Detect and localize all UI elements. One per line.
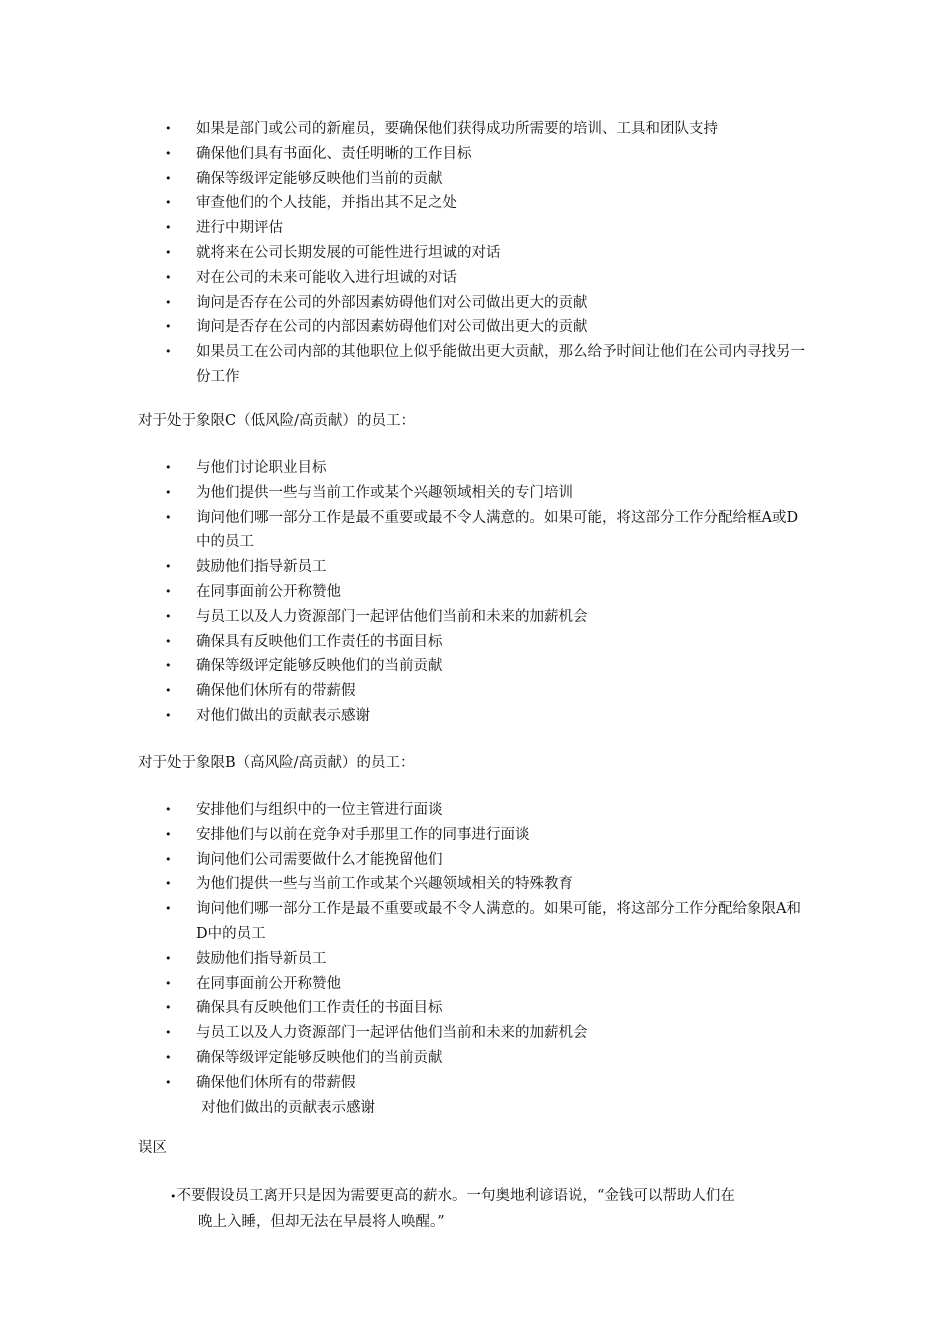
list-item: • 如果员工在公司内部的其他职位上似乎能做出更大贡献，那么给予时间让他们在公司内寻找另一份工作	[0, 340, 806, 390]
list-item: • 安排他们与以前在竞争对手那里工作的同事进行面谈	[0, 823, 806, 848]
list-item-continuation: 对他们做出的贡献表示感谢	[201, 1099, 375, 1116]
list-item: • 就将来在公司长期发展的可能性进行坦诚的对话	[0, 241, 806, 266]
list-item: • 确保具有反映他们工作责任的书面目标	[0, 996, 806, 1021]
list-item: • 确保他们休所有的带薪假	[0, 679, 806, 704]
quadrant-c-action-list	[0, 456, 806, 729]
quadrant-b-heading: 对于处于象限B（高风险/高贡献）的员工：	[138, 755, 415, 771]
list-item: • 鼓励他们指导新员工	[0, 947, 806, 972]
list-item: • 询问他们哪一部分工作是最不重要或最不令人满意的。如果可能，将这部分工作分配给象限A和D中的员工	[0, 897, 806, 947]
list-item: • 询问他们哪一部分工作是最不重要或最不令人满意的。如果可能，将这部分工作分配给框A或D中的员工	[0, 506, 806, 556]
list-item: • 对在公司的未来可能收入进行坦诚的对话	[0, 266, 806, 291]
list-item: • 为他们提供一些与当前工作或某个兴趣领域相关的专门培训	[0, 481, 806, 506]
list-item: • 确保等级评定能够反映他们当前的贡献	[0, 167, 806, 192]
list-item: • 询问他们公司需要做什么才能挽留他们	[0, 848, 806, 873]
list-item: • 询问是否存在公司的外部因素妨碍他们对公司做出更大的贡献	[0, 291, 806, 316]
list-item: • 确保具有反映他们工作责任的书面目标	[0, 630, 806, 655]
bullet-marker: •	[170, 1190, 177, 1203]
quadrant-a-action-list	[0, 117, 806, 390]
list-item: • 与员工以及人力资源部门一起评估他们当前和未来的加薪机会	[0, 605, 806, 630]
list-item: • 审查他们的个人技能，并指出其不足之处	[0, 191, 806, 216]
list-item: • 在同事面前公开称赞他	[0, 580, 806, 605]
pitfall-item	[170, 1184, 795, 1234]
list-item: • 为他们提供一些与当前工作或某个兴趣领域相关的特殊教育	[0, 872, 806, 897]
list-item: • 与他们讨论职业目标	[0, 456, 806, 481]
list-item: • 如果是部门或公司的新雇员，要确保他们获得成功所需要的培训、工具和团队支持	[0, 117, 806, 142]
list-item: • 确保他们具有书面化、责任明晰的工作目标	[0, 142, 806, 167]
list-item: • 鼓励他们指导新员工	[0, 555, 806, 580]
pitfalls-heading: 误区	[138, 1140, 167, 1156]
pitfall-text-line2: 晚上入睡，但却无法在早晨将人唤醒。”	[198, 1213, 445, 1230]
list-item: • 确保他们休所有的带薪假	[0, 1071, 806, 1096]
list-item: • 确保等级评定能够反映他们的当前贡献	[0, 1046, 806, 1071]
list-item: • 对他们做出的贡献表示感谢	[0, 704, 806, 729]
quadrant-b-action-list	[0, 798, 811, 1120]
list-item: • 在同事面前公开称赞他	[0, 972, 806, 997]
pitfall-text-line1: 不要假设员工离开只是因为需要更高的薪水。一句奥地利谚语说，“金钱可以帮助人们在	[176, 1188, 735, 1204]
quadrant-c-heading: 对于处于象限C（低风险/高贡献）的员工：	[138, 413, 415, 429]
list-item: • 进行中期评估	[0, 216, 806, 241]
list-item: • 确保等级评定能够反映他们的当前贡献	[0, 654, 806, 679]
list-item: • 安排他们与组织中的一位主管进行面谈	[0, 798, 806, 823]
list-item: • 与员工以及人力资源部门一起评估他们当前和未来的加薪机会	[0, 1021, 806, 1046]
list-item: • 询问是否存在公司的内部因素妨碍他们对公司做出更大的贡献	[0, 315, 806, 340]
